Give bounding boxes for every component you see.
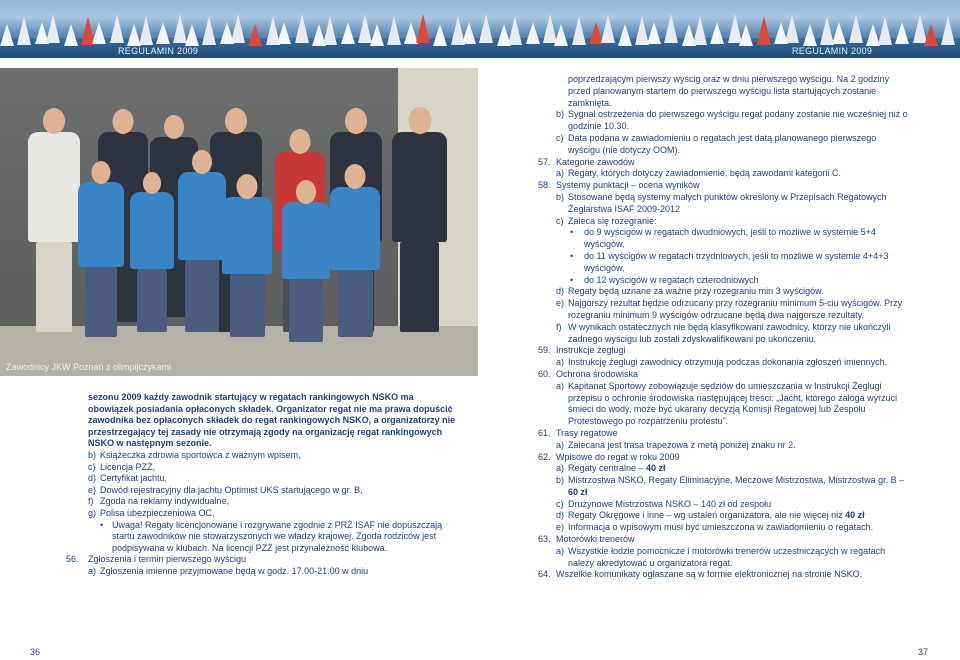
list-item: e) Informacja o wpisowym musi być umieszczona w zawiadomieniu o regatach.	[556, 522, 874, 533]
list-item: b) Stosowane będą systemy małych punktów określony w Przepisach Regatowych Żeglarstwa ISAF 2009-2012	[556, 191, 887, 214]
list-item: c) Zaleca się rozegranie:	[556, 215, 657, 226]
sail-icon	[387, 16, 401, 45]
section-63: 63. Motorówki trenerów	[538, 534, 635, 545]
list-item: c) Data podana w zawiadomieniu o regatach jest datą planowanego pierwszego wyścigu (nie dotyczy OOM).	[556, 132, 877, 155]
sail-icon	[601, 14, 615, 43]
sail-icon	[231, 14, 245, 43]
page-number-right: 37	[918, 647, 929, 657]
section-56: 56. Zgłoszenia i termin pierwszego wyścigu	[66, 554, 247, 565]
section-59: 59. Instrukcje żeglugi	[538, 345, 626, 356]
sail-icon	[92, 22, 106, 44]
person-figure	[130, 192, 174, 269]
sail-icon	[647, 22, 661, 44]
person-figure	[330, 187, 380, 270]
sail-icon	[526, 22, 540, 44]
list-item: c) Drużynowe Mistrzostwa NSKO – 140 zł od zespołu	[556, 498, 772, 509]
sail-icon	[295, 14, 309, 43]
person-legs	[137, 269, 168, 332]
list-item: a) Wszystkie łodzie pomocnicze i motorówki trenerów uczestniczących w regatach należy akredytować u organizatora regat.	[556, 545, 886, 568]
sail-icon	[572, 16, 586, 45]
person-head	[296, 180, 316, 204]
person-figure	[222, 197, 272, 274]
header-banner	[0, 0, 960, 58]
person-head	[164, 115, 184, 139]
bullet-icon: •	[570, 250, 574, 261]
section-57: 57. Kategorie zawodów	[538, 156, 635, 167]
note-bullet: • Uwaga! Regaty licencjonowane i rozgrywane zgodnie z PRŻ ISAF nie dopuszczają startu zawodników nie stowarzyszonych we władzy krajowej. Zgoda rodziców jest podpisywana w klubach. Na licencji PZŻ jest przynależność klubowa.	[100, 519, 443, 553]
list-item: f) W wynikach ostatecznych nie będą klasyfikowani zawodnicy, którzy nie ukończyli żadnego wyścigu lub zostali zdyskwalifikowani po ukończeniu.	[556, 321, 891, 344]
person-head	[43, 108, 65, 134]
section-61: 61. Trasy regatowe	[538, 427, 618, 438]
person-figure	[28, 132, 80, 242]
header-label-right: REGULAMIN 2009	[792, 46, 873, 56]
section-60: 60. Ochrona środowiska	[538, 368, 639, 379]
sail-icon	[185, 24, 199, 46]
person-figure	[282, 202, 330, 279]
person-figure	[392, 132, 447, 242]
intro-paragraph: sezonu 2009 każdy zawodnik startujący w regatach rankingowych NSKO ma obowiązek posiadania opłaconych składek. Organizator regat nie ma prawa dopuścić zawodnika bez opłaconych składek do regat rankingowych NSKO, a organizatorzy nie przestrzegający tej zasady nie otrzymają zgody na organizację regat rankingowych NSKO w następnym sezonie.	[88, 392, 456, 449]
list-item: e) Dowód rejestracyjny dla jachtu Optimist UKS startującego w gr. B,	[88, 484, 363, 495]
list-item: b) Książeczka zdrowia sportowca z ważnym wpisem,	[88, 449, 301, 460]
sail-icon	[849, 14, 863, 43]
list-item: a) Kapitanat Sportowy zobowiązuje sędziów do umieszczania w Instrukcji Żeglugi przepisu o ochronie środowiska następującej treści: „Jacht, którego załoga wyrzuci śmieci do wody, może być ukarany decyzją Komisji Regatowej lub Zespołu Protestowego po rozpatrzeniu protestu”.	[556, 380, 898, 427]
bullet-icon: •	[100, 519, 104, 530]
bullet-item: • do 11 wyścigów w regatach trzydniowych, jeśli to możliwe w systemie 4+4+3 wyścigów,	[570, 250, 889, 273]
sail-icon	[202, 16, 216, 45]
list-item: a) Regaty centralne – 40 zł	[556, 463, 666, 474]
sail-icon	[785, 14, 799, 43]
continued-paragraph: poprzedzającym pierwszy wyścig oraz w dniu pierwszego wyścigu. Na 2 godziny przed planowanym startem do pierwszego wyścigu lista startujących zostanie zamknięta.	[568, 74, 890, 108]
sail-icon	[757, 16, 771, 45]
sail-icon	[941, 16, 955, 45]
person-legs	[36, 242, 72, 332]
person-legs	[230, 274, 265, 337]
section-62: 62. Wpisowe do regat w roku 2009	[538, 451, 680, 462]
person-head	[143, 172, 161, 194]
bullet-icon: •	[570, 227, 574, 238]
person-legs	[185, 260, 219, 332]
list-item: e) Najgorszy rezultat będzie odrzucany przy rozegraniu minimum 5-ciu wyścigów. Przy rozegraniu minimum 9 wyścigów odrzucane będą dwa najgorsze rezultaty.	[556, 298, 903, 320]
sail-icon	[277, 22, 291, 44]
person-head	[113, 109, 134, 134]
team-photo	[0, 68, 478, 376]
person-figure	[178, 172, 226, 260]
sail-icon	[156, 22, 170, 44]
list-item: d) Regaty będą uznane za ważne przy rozegraniu min 3 wyścigów.	[556, 286, 824, 297]
person-head	[192, 150, 212, 174]
person-legs	[400, 242, 439, 332]
sail-icon	[895, 22, 909, 44]
list-item: a) Instrukcję żeglugi zawodnicy otrzymują podczas dokonania zgłoszeń imiennych.	[556, 357, 888, 368]
sail-icon	[323, 16, 337, 45]
sail-icon	[370, 24, 384, 46]
list-item: a) Regaty, których dotyczy zawiadomienie, będą zawodami kategorii C.	[556, 168, 841, 179]
list-item: a) Zgłoszenia imienne przyjmowane będą w godz. 17.00-21.00 w dniu	[88, 565, 369, 576]
sail-icon	[803, 24, 817, 46]
person-figure	[78, 182, 124, 267]
sail-icon	[110, 14, 124, 43]
sail-icon	[832, 22, 846, 44]
sail-icon	[433, 24, 447, 46]
person-legs	[85, 267, 117, 337]
person-head	[290, 129, 311, 154]
sail-icon	[693, 16, 707, 45]
person-head	[408, 107, 431, 134]
list-item: b) Mistrzostwa NSKO, Regaty Eliminacyjne, Meczowe Mistrzostwa, Mistrzostwa gr. B – 60 zł	[556, 475, 905, 497]
header-label-left: REGULAMIN 2009	[118, 46, 199, 56]
sail-icon	[17, 16, 31, 45]
bullet-item: • do 12 wyścigów w regatach czterodniowych	[570, 274, 759, 285]
left-page-text	[66, 392, 458, 578]
sail-icon	[710, 22, 724, 44]
sail-icon	[0, 24, 14, 46]
person-head	[237, 174, 258, 199]
photo-caption: Zawodnicy JKW Poznań z olimpijczykami	[6, 362, 172, 372]
sail-icon	[248, 24, 262, 46]
sail-icon	[554, 24, 568, 46]
sail-icon	[924, 24, 938, 46]
sail-icon	[416, 14, 430, 43]
list-item: b) Sygnał ostrzeżenia do pierwszego wyścigu regat podany zostanie nie wcześniej niż o godzinie 10.30.	[556, 109, 908, 132]
section-64: 64. Wszelkie komunikaty ogłaszane są w formie elektronicznej na stronie NSKO.	[538, 569, 863, 580]
person-legs	[289, 279, 323, 342]
sail-icon	[618, 24, 632, 46]
sail-icon	[739, 24, 753, 46]
sail-icon	[139, 16, 153, 45]
sail-icon	[479, 14, 493, 43]
person-head	[345, 108, 367, 134]
right-page-text	[538, 74, 910, 581]
sail-icon	[46, 14, 60, 43]
sail-icon	[508, 16, 522, 45]
person-legs	[338, 270, 373, 338]
sail-icon	[462, 22, 476, 44]
list-item: d) Certyfikat jachtu,	[88, 473, 168, 484]
page-number-left: 36	[30, 647, 41, 657]
person-head	[345, 164, 366, 189]
section-58: 58. Systemy punktacji – ocena wyników	[538, 180, 700, 191]
sail-icon	[64, 24, 78, 46]
bullet-item: • do 9 wyścigów w regatach dwudniowych, jeśli to możliwe w systemie 5+4 wyścigów,	[570, 227, 876, 250]
list-item: d) Regaty Okręgowe i inne – wg ustaleń organizatora, ale nie więcej niż 40 zł	[556, 510, 865, 521]
list-item: c) Licencja PZŻ,	[88, 461, 156, 472]
person-head	[225, 108, 247, 134]
sail-icon	[664, 14, 678, 43]
sail-icon	[878, 16, 892, 45]
list-item: f) Zgoda na reklamy indywidualne,	[88, 496, 230, 507]
sail-icon	[341, 22, 355, 44]
person-head	[92, 161, 111, 184]
list-item: g) Polisa ubezpieczeniowa OC,	[88, 507, 215, 518]
bullet-icon: •	[570, 274, 574, 285]
list-item: a) Zalecana jest trasa trapezowa z metą poniżej znaku nr 2.	[556, 439, 796, 450]
